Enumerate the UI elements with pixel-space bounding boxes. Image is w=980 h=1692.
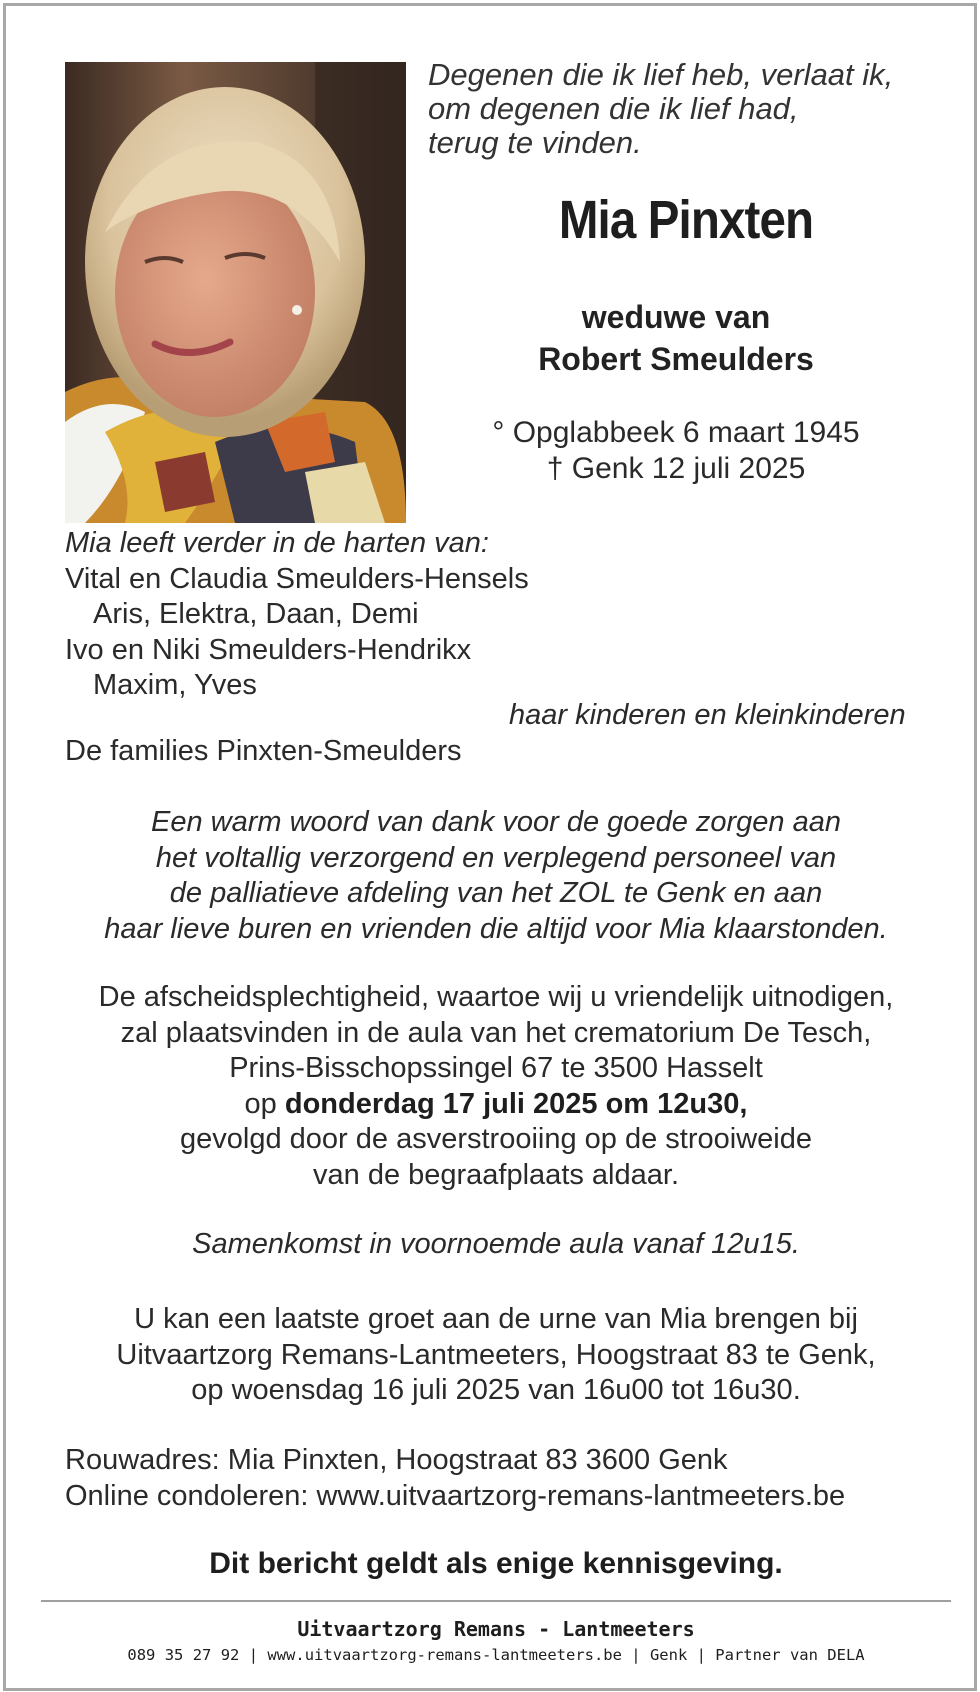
- thanks-message: [26, 805, 966, 947]
- ceremony-line: zal plaatsvinden in de aula van het crematorium De Tesch,: [120, 1016, 872, 1049]
- family-list: [65, 526, 529, 704]
- ceremony-date-prefix: op: [244, 1087, 277, 1120]
- ceremony-details: [26, 980, 966, 1193]
- portrait-photo: [65, 62, 406, 523]
- family-line: Aris, Elektra, Daan, Demi: [93, 598, 419, 630]
- spouse-name: Robert Smeulders: [538, 341, 814, 377]
- urn-line: U kan een laatste groet aan de urne van Mia brengen bij: [134, 1303, 858, 1335]
- thanks-line: het voltallig verzorgend en verplegend personeel van: [155, 841, 837, 874]
- widow-label: weduwe van: [581, 299, 771, 335]
- widow-of: [426, 296, 926, 380]
- contact-address: [65, 1443, 845, 1514]
- death-date: † Genk 12 juli 2025: [546, 452, 806, 485]
- quote-line: terug te vinden.: [428, 125, 642, 160]
- family-role: haar kinderen en kleinkinderen: [509, 699, 906, 731]
- ceremony-line: van de begraafplaats aldaar.: [313, 1158, 679, 1191]
- funeral-home-name: Uitvaartzorg Remans - Lantmeeters: [297, 1617, 695, 1641]
- mourning-address: Rouwadres: Mia Pinxten, Hoogstraat 83 3600 Genk: [65, 1444, 728, 1476]
- ceremony-date: donderdag 17 juli 2025 om 12u30,: [284, 1087, 748, 1120]
- family-line: Maxim, Yves: [93, 669, 257, 701]
- gathering-note: Samenkomst in voornoemde aula vanaf 12u15.: [192, 1228, 800, 1260]
- urn-visit: [26, 1302, 966, 1409]
- memorial-quote: [428, 58, 893, 160]
- quote-line: Degenen die ik lief heb, verlaat ik,: [428, 57, 894, 92]
- family-line: Ivo en Niki Smeulders-Hendrikx: [65, 633, 472, 666]
- urn-line: Uitvaartzorg Remans-Lantmeeters, Hoogstraat 83 te Genk,: [116, 1338, 876, 1371]
- ceremony-date-line: [26, 1087, 966, 1123]
- funeral-home-info: 089 35 27 92 | www.uitvaartzorg-remans-lantmeeters.be | Genk | Partner van DELA: [127, 1646, 865, 1664]
- extended-families: De families Pinxten-Smeulders: [65, 735, 462, 767]
- notice-statement: Dit bericht geldt als enige kennisgeving.: [209, 1547, 783, 1580]
- ceremony-line: De afscheidsplechtigheid, waartoe wij u vriendelijk uitnodigen,: [98, 981, 894, 1013]
- family-intro: Mia leeft verder in de harten van:: [65, 527, 489, 559]
- family-line: Vital en Claudia Smeulders-Hensels: [65, 562, 529, 595]
- online-condolence-link[interactable]: Online condoleren: www.uitvaartzorg-remans-lantmeeters.be: [65, 1479, 846, 1512]
- quote-line: om degenen die ik lief had,: [428, 91, 799, 126]
- obituary-card: [3, 3, 977, 1691]
- ceremony-line: gevolgd door de asverstrooiing op de strooiweide: [180, 1123, 812, 1155]
- thanks-line: Een warm woord van dank voor de goede zorgen aan: [151, 806, 841, 838]
- footer-divider: [41, 1600, 951, 1602]
- thanks-line: de palliatieve afdeling van het ZOL te Genk en aan: [169, 877, 823, 909]
- life-dates: [426, 415, 926, 487]
- ceremony-line: Prins-Bisschopssingel 67 te 3500 Hasselt: [229, 1052, 763, 1084]
- birth-date: ° Opglabbeek 6 maart 1945: [492, 416, 860, 449]
- urn-line: op woensdag 16 juli 2025 van 16u00 tot 16u30.: [191, 1374, 801, 1406]
- deceased-name: Mia Pinxten: [558, 190, 814, 250]
- thanks-line: haar lieve buren en vrienden die altijd voor Mia klaarstonden.: [104, 912, 888, 945]
